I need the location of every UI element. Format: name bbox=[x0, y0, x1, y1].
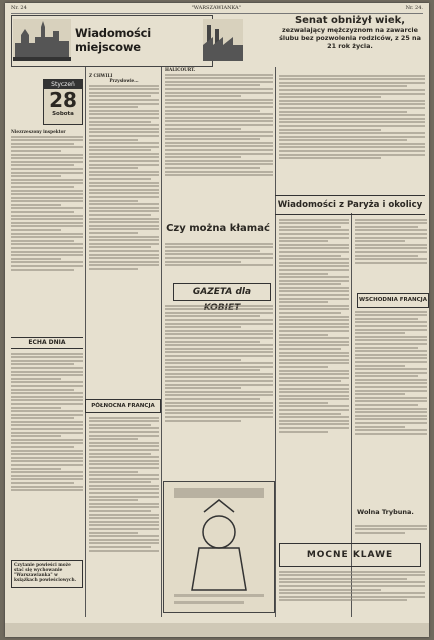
city-skyline-illustration bbox=[13, 19, 71, 61]
column-3 bbox=[165, 67, 273, 217]
column-rule bbox=[161, 67, 162, 617]
left-heading: Niezrzeszony inspektor bbox=[11, 129, 66, 134]
header-left: Nr. 24 bbox=[11, 5, 27, 11]
column-rule bbox=[85, 67, 86, 617]
mocne-klawe-advert: MOCNE KLAWE bbox=[279, 543, 421, 567]
senat-body bbox=[279, 73, 425, 191]
column-3-lower bbox=[165, 303, 273, 478]
page-bottom-strip bbox=[5, 623, 429, 637]
calendar-day: 28 bbox=[49, 88, 77, 112]
echa-dnia-heading: ECHA DNIA bbox=[11, 337, 83, 349]
wolna-column bbox=[355, 523, 427, 541]
column-3-mid bbox=[165, 241, 273, 281]
senat-headline bbox=[275, 15, 425, 50]
column-rule bbox=[275, 67, 276, 617]
section-title: Wiadomości miejscowe bbox=[75, 26, 152, 54]
reading-advert: Czytanie powieści może stać się wychowanie "Warszawianka" w książkach powieściowych. bbox=[11, 560, 83, 588]
calendar-month: Styczeń bbox=[44, 80, 82, 89]
factory-illustration bbox=[203, 19, 243, 61]
wolna-trybuna-heading: Wolna Trybuna. bbox=[357, 508, 414, 516]
paryz-column-left bbox=[279, 217, 349, 539]
przyslowie-heading: Przysłowie... bbox=[109, 78, 139, 83]
calendar-weekday: Sobota bbox=[52, 111, 74, 117]
senat-subtitle: zezwalający mężczyznom na zawarcie ślubu bez pozwolenia rodziców, z 25 na 21 rok życia. bbox=[279, 26, 421, 50]
paryz-heading: Wiadomości z Paryża i okolicy bbox=[275, 195, 425, 215]
czy-mozna-klamac-heading: Czy można kłamać bbox=[166, 223, 270, 234]
left-column-text bbox=[11, 129, 83, 334]
paryz-column-right bbox=[355, 217, 427, 291]
gazeta-dla-kobiet-logo: GAZETA dla bbox=[173, 283, 271, 301]
column-2 bbox=[89, 73, 159, 393]
halicourt-heading: HALICOURT. bbox=[165, 67, 196, 72]
newspaper-page bbox=[5, 3, 429, 637]
zchwili-heading: Z CHWILI bbox=[89, 73, 113, 78]
polnocna-francja-heading: PÓŁNOCNA FRANCJA bbox=[85, 399, 161, 413]
page-header bbox=[11, 5, 423, 14]
wschodnia-francja-heading: WSCHODNIA FRANCJA bbox=[357, 293, 429, 308]
wschodnia-column bbox=[355, 309, 427, 505]
text-lines bbox=[11, 136, 83, 271]
header-right: Nr. 24. bbox=[405, 5, 423, 11]
echa-column bbox=[11, 351, 83, 556]
date-calendar bbox=[43, 79, 83, 125]
cartoon-illustration bbox=[163, 481, 275, 613]
column-2-lower bbox=[89, 415, 159, 620]
header-center: "WARSZAWIANKA" bbox=[191, 5, 241, 11]
senat-title: Senat obniżył wiek, bbox=[294, 15, 406, 26]
bottom-right-text bbox=[279, 569, 425, 617]
